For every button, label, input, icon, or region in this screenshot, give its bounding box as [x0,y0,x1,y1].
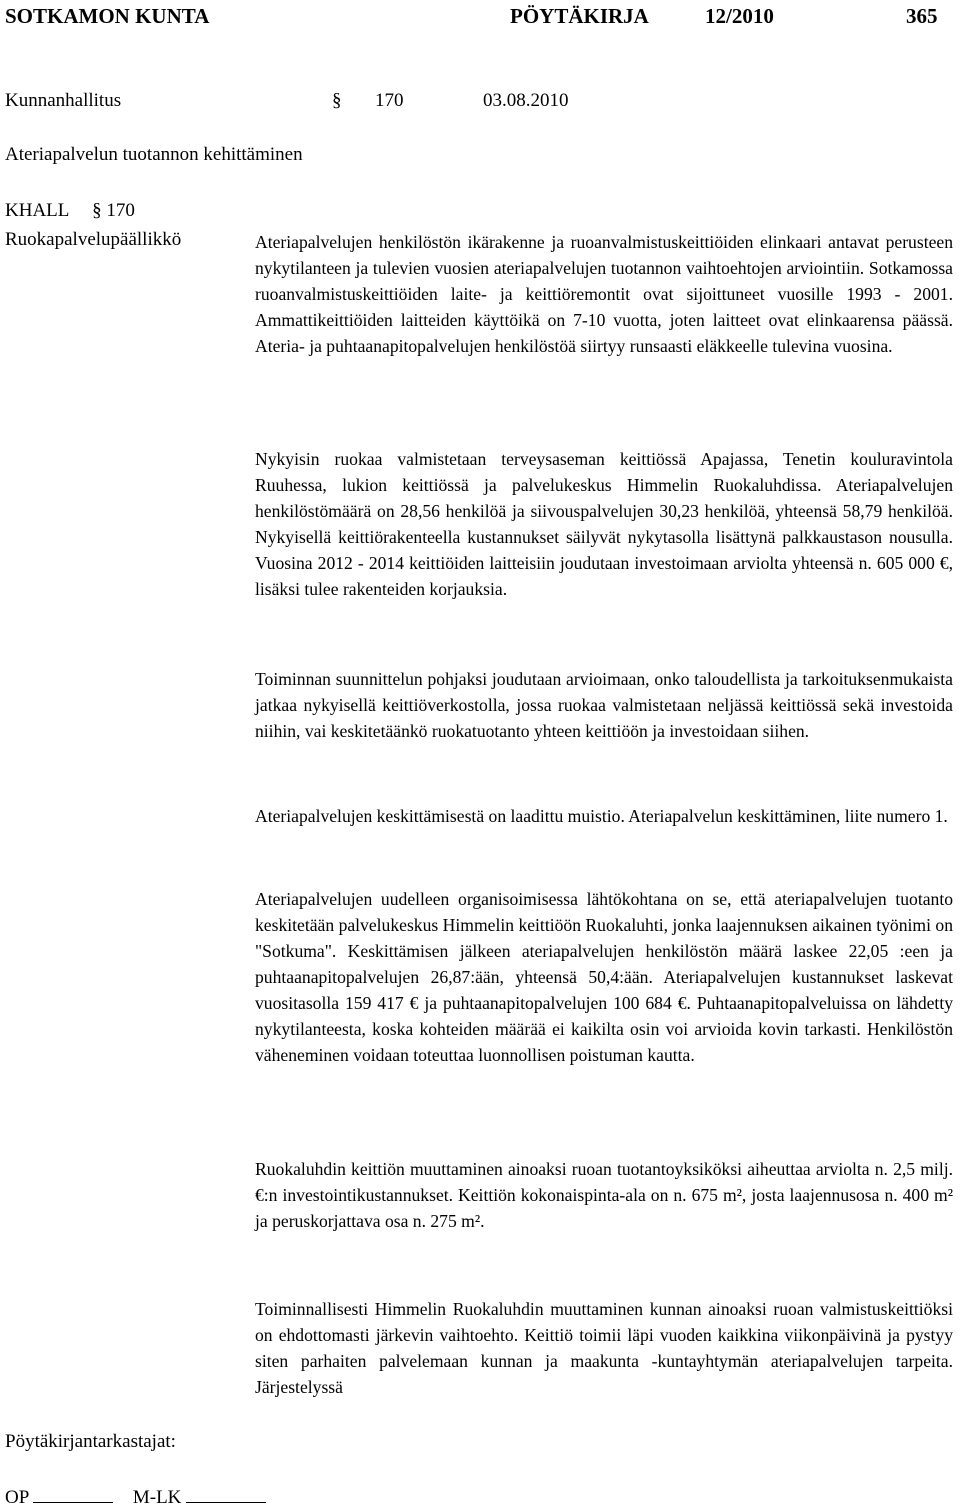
paragraph-6: Ruokaluhdin keittiön muuttaminen ainoaksi ruoan tuotantoyksiköksi aiheuttaa arviolta n. 2,5 milj. €:n investointikustannukset. Keittiön kokonaispinta-ala on n. 675 m², josta laajennusosa n. 400 m² ja peruskorjattava osa n. 275 m². [255,1159,953,1231]
signature-line-op [33,1484,113,1503]
paragraph-5: Ateriapalvelujen uudelleen organisoimisessa lähtökohtana on se, että ateriapalvelujen tuotanto keskitetään palvelukeskus Himmelin keittiöön Ruokaluhti, jonka laajennuksen aikainen työnimi on "Sotkuma". Keskittämisen jälkeen ateriapalvelujen henkilöstön määrä laskee 22,05 :een ja puhtaanapitopalvelujen 26,87:ään, yhteensä 50,4:ään. Ateriapalvelujen kustannukset laskevat vuositasolla 159 417 € ja puhtaanapitopalvelujen 100 684 €. Puhtaanapitopalveluissa on lähdetty nykytilanteesta, koska kohteiden määrää ei kaikilta osin voi arvioida kovin tarkasti. Henkilöstön väheneminen voidaan toteuttaa luonnollisen poistuman kautta. [255,889,953,1065]
paragraph-7: Toiminnallisesti Himmelin Ruokaluhdin muuttaminen kunnan ainoaksi ruoan valmistuskeittiöksi on ehdottomasti järkevin vaihtoehto. Keittiö toimii läpi vuoden kaikkina viikonpäivinä ja pystyy siten parhaiten palvelemaan kunnan ja maakunta -kuntayhtymän ateriapalvelujen tarpeita. Järjestelyssä [255,1299,953,1397]
page-number: 365 [906,4,938,28]
meeting-body: Kunnanhallitus [5,90,122,111]
signature-line-mlk [186,1484,266,1503]
section-sign: § [332,90,342,111]
checker-initials-mlk: M-LK [132,1487,182,1508]
item-section-sign: § [92,200,102,221]
paragraph-3: Toiminnan suunnittelun pohjaksi joudutaan arvioimaan, onko taloudellista ja tarkoituksenmukaista jatkaa nykyisellä keittiöverkostolla, jossa ruokaa valmistetaan neljässä keittiössä sekä investoida niihin, vai keskitetäänkö ruokatuotanto yhteen keittiöön ja investoidaan siihen. [255,669,953,741]
checker-initials-row [5,1484,266,1509]
paragraph-2: Nykyisin ruokaa valmistetaan terveysaseman keittiössä Apajassa, Tenetin kouluravintola Ruuhessa, lukion keittiössä ja palvelukeskus Himmelin Ruokaluhdissa. Ateriapalvelujen henkilöstömäärä on 28,56 henkilöä ja siivouspalvelujen 30,23 henkilöä, yhteensä 58,79 henkilöä. Nykyisellä keittiörakenteella kustannukset säilyvät nykytasolla lisättynä palkkaustason nousulla. Vuosina 2012 - 2014 keittiöiden laitteisiin joudutaan investoimaan arviolta yhteensä n. 605 000 €, lisäksi tulee rakenteiden korjauksia. [255,449,953,599]
presenter: Ruokapalvelupäällikkö [5,229,182,250]
meeting-date: 03.08.2010 [483,90,569,111]
paragraph-1: Ateriapalvelujen henkilöstön ikärakenne ja ruoanvalmistuskeittiöiden elinkaari antavat perusteen nykytilanteen ja tulevien vuosien ateriapalvelujen tuotannon vaihtoehtojen arviointiin. Sotkamossa ruoanvalmistuskeittiöiden laite- ja keittiöremontit ovat sijoittuneet vuosille 1993 - 2001. Ammattikeittiöiden laitteiden käyttöikä on 7-10 vuotta, joten laitteet ovat elinkaarensa päässä. Ateria- ja puhtaanapitopalvelujen henkilöstöä siirtyy runsaasti eläkkeelle tulevina vuosina. [255,232,953,356]
issue-number: 12/2010 [705,4,774,28]
org-name: SOTKAMON KUNTA [5,4,210,28]
document-type: PÖYTÄKIRJA [510,4,649,28]
page-title: Ateriapalvelun tuotannon kehittäminen [5,144,303,165]
minutes-checkers-label: Pöytäkirjantarkastajat: [5,1431,176,1452]
item-reference [5,200,135,222]
item-ref-code: KHALL [5,200,69,221]
checker-initials-op: OP [5,1487,29,1508]
meeting-section-number: 170 [375,90,404,111]
item-number: 170 [106,200,135,221]
paragraph-4: Ateriapalvelujen keskittämisestä on laadittu muistio. Ateriapalvelun keskittäminen, liite numero 1. [255,806,948,826]
